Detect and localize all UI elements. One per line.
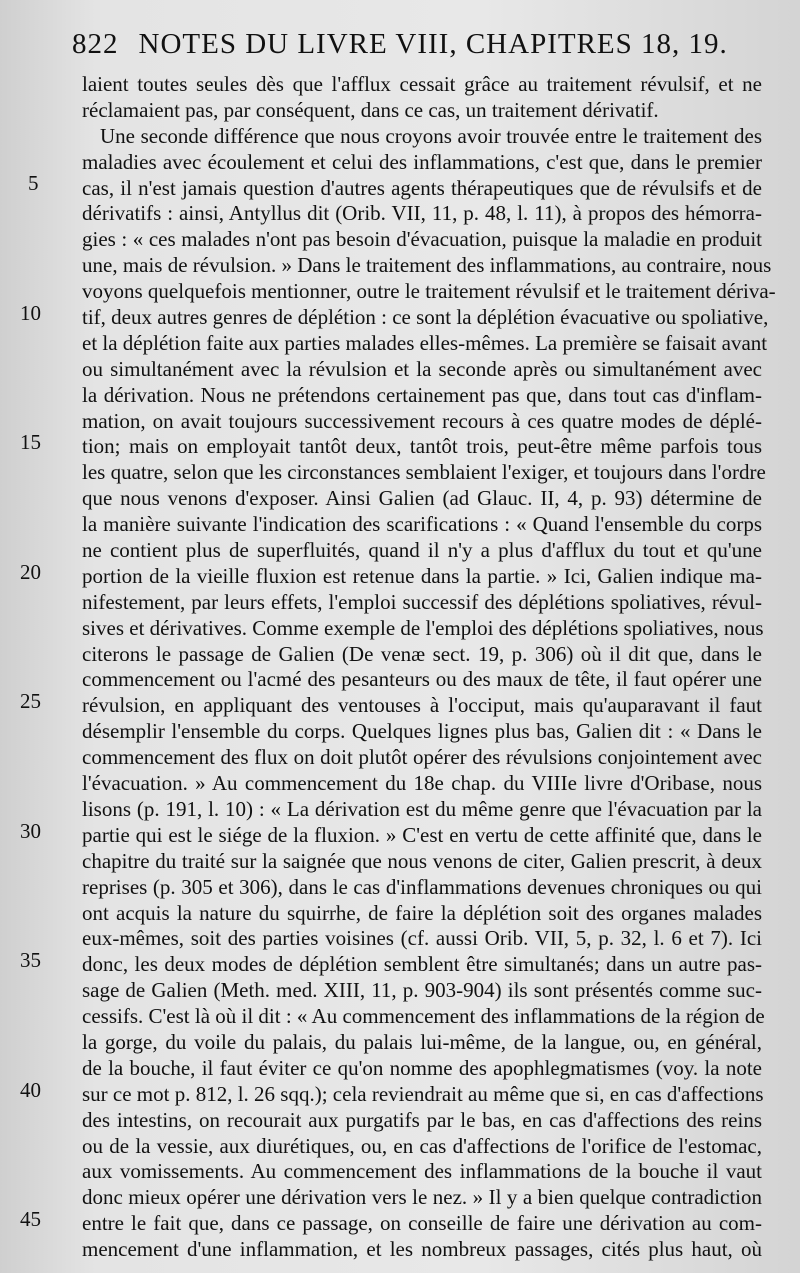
line-number: 40 [20,1078,41,1102]
line-number: 25 [20,689,41,713]
text-line: aux vomissements. Au commencement des inflammations de la bouche il vaut [82,1159,762,1184]
line-number: 20 [20,560,41,584]
text-line: révulsion, en appliquant des ventouses à l'occiput, mais qu'auparavant il faut [82,693,762,718]
text-line: la manière suivante l'indication des scarifications : « Quand l'ensemble du corps [82,512,762,537]
text-line: tion; mais on employait tantôt deux, tantôt trois, peut-être même parfois tous [82,434,762,459]
text-line: mencement d'une inflammation, et les nombreux passages, cités plus haut, où [82,1237,762,1262]
text-line: Une seconde différence que nous croyons avoir trouvée entre le traitement des [100,123,762,148]
text-line: portion de la vieille fluxion est retenue dans la partie. » Ici, Galien indique ma- [82,563,762,588]
text-line: cas, il n'est jamais question d'autres agents thérapeutiques que de révulsifs et de [82,175,762,200]
text-line: que nous venons d'exposer. Ainsi Galien (ad Glauc. II, 4, p. 93) détermine de [82,486,762,511]
text-line: des intestins, on recourait aux purgatifs par le bas, en cas d'affections des reins [82,1107,762,1132]
line-number: 30 [20,819,41,843]
line-number: 5 [28,171,39,195]
text-line: ont acquis la nature du squirrhe, de faire la déplétion soit des organes malades [82,900,762,925]
line-number: 35 [20,948,41,972]
text-line: sur ce mot p. 812, l. 26 sqq.); cela reviendrait au même que si, en cas d'affections [82,1081,764,1106]
text-line: citerons le passage de Galien (De venæ sect. 19, p. 306) où il dit que, dans le [82,641,762,666]
text-line: donc, les deux modes de déplétion semblent être simultanés; dans un autre pas- [82,952,762,977]
text-line: maladies avec écoulement et celui des inflammations, c'est que, dans le premier [82,149,762,174]
running-header [72,28,770,68]
text-line: réclamaient pas, par conséquent, dans ce cas, un traitement dérivatif. [82,97,659,122]
text-line: tif, deux autres genres de déplétion : ce sont la déplétion évacuative ou spoliative, [82,305,769,330]
text-line: donc mieux opérer une dérivation vers le nez. » Il y a bien quelque contradiction [82,1185,762,1210]
text-line: eux-mêmes, soit des parties voisines (cf. aussi Orib. VII, 5, p. 32, l. 6 et 7). Ici [82,926,762,951]
text-line: voyons quelquefois mentionner, outre le traitement révulsif et le traitement dériva- [82,279,776,304]
body-text [82,72,776,1263]
text-line: la dérivation. Nous ne prétendons certainement pas que, dans tout cas d'inflam- [82,382,762,407]
text-line: les quatre, selon que les circonstances semblaient l'exiger, et toujours dans l'ordre [82,460,766,485]
text-line: sives et dérivatives. Comme exemple de l'emploi des déplétions spoliatives, nous [82,615,764,640]
text-line: dérivatifs : ainsi, Antyllus dit (Orib. VII, 11, p. 48, l. 11), à propos des hémorra- [82,201,762,226]
text-line: ou simultanément avec la révulsion et la seconde après ou simultanément avec [82,356,762,381]
text-line: une, mais de révulsion. » Dans le traitement des inflammations, au contraire, nous [82,253,772,278]
text-line: sage de Galien (Meth. med. XIII, 11, p. 903-904) ils sont présentés comme suc- [82,978,762,1003]
text-line: de la bouche, il faut éviter ce qu'on nomme des apophlegmatismes (voy. la note [82,1055,762,1080]
text-line: ne contient plus de superfluités, quand il n'y a plus d'afflux du tout et qu'une [82,538,762,563]
text-line: nifestement, par leurs effets, l'emploi successif des déplétions spoliatives, révul- [82,589,762,614]
page-number: 822 [72,28,119,60]
text-line: ou de la vessie, aux diurétiques, ou, en cas d'affections de l'orifice de l'estomac, [82,1133,762,1158]
line-number: 10 [20,301,41,325]
text-line: commencement des flux on doit plutôt opérer des révulsions conjointement avec [82,745,762,770]
text-line: désemplir l'ensemble du corps. Quelques lignes plus bas, Galien dit : « Dans le [82,719,762,744]
text-line: mation, on avait toujours successivement recours à ces quatre modes de déplé- [82,408,762,433]
running-title: NOTES DU LIVRE VIII, CHAPITRES 18, 19. [138,28,728,60]
text-line: entre le fait que, dans ce passage, on conseille de faire une dérivation au com- [82,1211,762,1236]
text-line: la gorge, du voile du palais, du palais lui-même, de la langue, ou, en général, [82,1029,762,1054]
text-line: reprises (p. 305 et 306), dans le cas d'inflammations devenues chroniques ou qui [82,874,762,899]
text-line: laient toutes seules dès que l'afflux cessait grâce au traitement révulsif, et ne [82,72,762,96]
text-line: et la déplétion faite aux parties malades elles-mêmes. La première se faisait avant [82,330,768,355]
text-line: l'évacuation. » Au commencement du 18e chap. du VIIIe livre d'Oribase, nous [82,771,762,796]
text-line: lisons (p. 191, l. 10) : « La dérivation est du même genre que l'évacuation par la [82,796,762,821]
line-number: 45 [20,1207,41,1231]
text-line: partie qui est le siége de la fluxion. » C'est en vertu de cette affinité que, dans le [82,822,762,847]
text-line: gies : « ces malades n'ont pas besoin d'évacuation, puisque la maladie en produit [82,227,762,252]
text-line: commencement ou l'acmé des pesanteurs ou des maux de tête, il faut opérer une [82,667,762,692]
line-number: 15 [20,430,41,454]
text-line: chapitre du traité sur la saignée que nous venons de citer, Galien prescrit, à deux [82,848,762,873]
text-line: cessifs. C'est là où il dit : « Au commencement des inflammations de la région de [82,1004,765,1029]
